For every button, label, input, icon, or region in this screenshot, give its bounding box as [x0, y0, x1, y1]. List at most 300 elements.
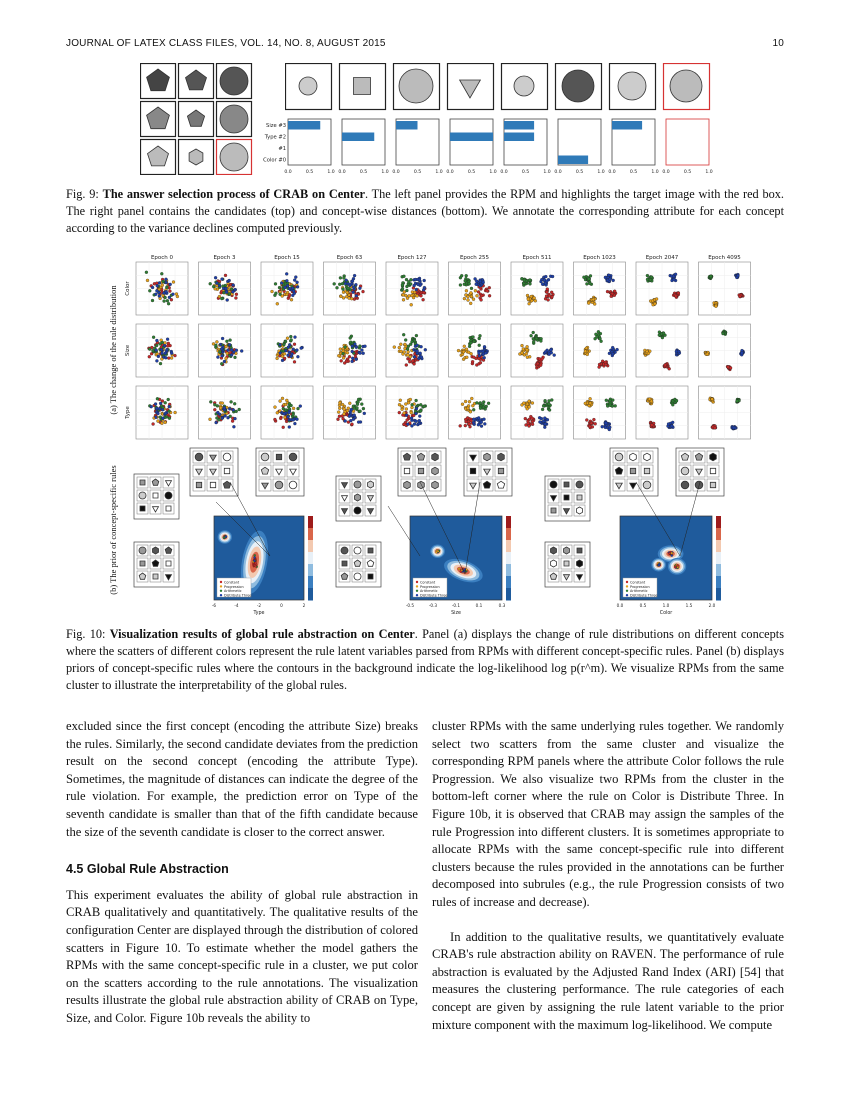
scatter-point — [220, 347, 223, 350]
scatter-point — [164, 412, 167, 415]
scatter-point — [338, 401, 341, 404]
scatter-point — [670, 425, 673, 428]
scatter-point — [409, 398, 412, 401]
scatter-point — [401, 283, 404, 286]
scatter-point — [158, 407, 161, 410]
scatter-point — [276, 302, 279, 305]
scatter-point — [483, 356, 486, 359]
scatter-point — [358, 287, 361, 290]
epoch-label: Epoch 0 — [150, 255, 174, 261]
left-paragraph-1: excluded since the first concept (encoding the attribute Size) breaks the rules. Similarly, the second candidate deviates from the prediction result on the second concept (encoding the attribute Type). Sometimes, the magnitude of distances can indicate the degree of the rule violation. For example, the prediction error on Type of the seventh candidate is smaller than that of the fifth candidate because the size of the seventh candidate is closer to the correct answer. — [66, 719, 418, 839]
scatter-point — [463, 345, 466, 348]
scatter-point — [460, 274, 463, 277]
scatter-point — [611, 352, 614, 355]
thumbnail-shape — [470, 468, 475, 473]
candidate-shape — [299, 77, 317, 95]
scatter-point — [587, 302, 590, 305]
scatter-point — [297, 407, 300, 410]
scatter-point — [740, 351, 743, 354]
scatter-point — [476, 294, 479, 297]
scatter-point — [521, 344, 524, 347]
scatter-point — [296, 281, 299, 284]
fig10b-label: (b) The prior of concept-specific rules — [108, 465, 118, 595]
thumbnail-shape — [153, 493, 158, 498]
scatter-point — [164, 352, 167, 355]
scatter-point — [168, 405, 171, 408]
scatter-point — [279, 400, 282, 403]
scatter-point — [649, 278, 652, 281]
scatter-point — [148, 355, 151, 358]
scatter-point — [408, 360, 411, 363]
scatter-point — [483, 418, 486, 421]
thumbnail-shape — [140, 480, 145, 485]
distance-plot-frame — [342, 119, 385, 165]
scatter-point — [536, 362, 539, 365]
legend-entry: Progression — [420, 584, 440, 589]
epoch-label: Epoch 255 — [459, 255, 490, 261]
scatter-point — [422, 298, 425, 301]
scatter-point — [170, 352, 173, 355]
legend-marker — [220, 585, 222, 587]
scatter-point — [604, 276, 607, 279]
scatter-point — [420, 356, 423, 359]
scatter-point — [475, 401, 478, 404]
scatter-point — [216, 356, 219, 359]
scatter-point — [343, 413, 346, 416]
candidate-shape — [399, 69, 433, 103]
thumbnail-shape — [165, 492, 172, 499]
thumbnail-shape — [355, 494, 361, 501]
scatter-point — [480, 425, 483, 428]
thumbnail-shape — [368, 548, 373, 553]
scatter-point — [287, 411, 290, 414]
right-paragraph-2: In addition to the qualitative results, we quantitatively evaluate CRAB's rule abstraction ability on RAVEN. The performance of rule abstraction is evaluated by the Adjusted Rand Index (ARI) [54] that measures the clustering performance. The rule categories of each concept are given by assigning the rule latent variable to the prior mixture component with the maximum log-likelihood. We compute — [432, 929, 784, 1032]
scatter-point — [287, 346, 290, 349]
distance-bar — [504, 121, 534, 130]
legend-entry: Distribute Three — [630, 593, 658, 598]
scatter-point — [475, 283, 478, 286]
scatter-point — [547, 403, 550, 406]
scatter-point — [393, 346, 396, 349]
scatter-point — [582, 276, 585, 279]
scatter-point — [479, 280, 482, 283]
scatter-point — [279, 417, 282, 420]
scatter-point — [416, 350, 419, 353]
scatter-point — [174, 354, 177, 357]
legend-marker — [626, 594, 628, 596]
prior-point — [458, 568, 460, 570]
scatter-point — [342, 356, 345, 359]
scatter-point — [348, 297, 351, 300]
scatter-point — [215, 417, 218, 420]
thumbnail-shape — [551, 547, 557, 554]
scatter-point — [278, 286, 281, 289]
scatter-point — [164, 341, 167, 344]
rpm-shape — [220, 143, 248, 171]
scatter-point — [209, 282, 212, 285]
scatter-point — [478, 344, 481, 347]
scatter-point — [291, 294, 294, 297]
scatter-point — [472, 298, 475, 301]
scatter-point — [594, 333, 597, 336]
scatter-point — [284, 409, 287, 412]
colorbar-segment — [506, 540, 511, 553]
scatter-point — [586, 353, 589, 356]
epoch-label: Epoch 1023 — [583, 255, 616, 261]
scatter-point — [160, 422, 163, 425]
contour-tick: 0 — [280, 603, 283, 608]
scatter-point — [349, 284, 352, 287]
page-number: 10 — [772, 38, 784, 49]
scatter-point — [413, 284, 416, 287]
scatter-point — [405, 408, 408, 411]
thumbnail-shape — [404, 468, 409, 473]
scatter-point — [216, 404, 219, 407]
prior-point — [671, 555, 673, 557]
scatter-point — [477, 357, 480, 360]
scatter-point — [553, 354, 556, 357]
scatter-point — [539, 364, 542, 367]
scatter-point — [360, 349, 363, 352]
scatter-point — [359, 410, 362, 413]
scatter-point — [420, 294, 423, 297]
scatter-point — [348, 415, 351, 418]
scatter-point — [474, 289, 477, 292]
scatter-point — [226, 299, 229, 302]
scatter-point — [415, 399, 418, 402]
scatter-point — [338, 283, 341, 286]
scatter-point — [155, 349, 158, 352]
scatter-point — [232, 408, 235, 411]
contour-tick: 0.5 — [639, 603, 647, 608]
scatter-point — [402, 275, 405, 278]
legend-marker — [220, 581, 222, 583]
scatter-point — [411, 291, 414, 294]
scatter-point — [528, 279, 531, 282]
candidate-shape — [670, 70, 702, 102]
scatter-point — [343, 408, 346, 411]
scatter-point — [419, 352, 422, 355]
contour-tick: 2 — [302, 603, 306, 608]
thumbnail-shape — [432, 467, 439, 475]
left-column — [66, 718, 418, 1028]
scatter-point — [279, 343, 282, 346]
scatter-point — [215, 421, 218, 424]
prior-point — [658, 564, 660, 566]
fig9-rpm-panel — [140, 63, 255, 175]
scatter-point — [736, 274, 739, 277]
scatter-point — [339, 295, 342, 298]
scatter-point — [231, 420, 234, 423]
scatter-point — [398, 346, 401, 349]
thumbnail-shape — [341, 547, 348, 554]
scatter-point — [215, 282, 218, 285]
thumbnail-shape — [551, 508, 556, 513]
scatter-point — [356, 406, 359, 409]
distance-bar — [288, 121, 320, 130]
scatter-point — [469, 410, 472, 413]
scatter-point — [168, 417, 171, 420]
scatter-point — [551, 275, 554, 278]
scatter-point — [592, 298, 595, 301]
scatter-point — [461, 403, 464, 406]
scatter-point — [221, 402, 224, 405]
thumbnail-shape — [644, 453, 651, 461]
scatter-point — [472, 336, 475, 339]
colorbar-segment — [308, 564, 313, 577]
thumbnail-shape — [681, 481, 689, 489]
distance-label: Type #2 — [264, 134, 286, 141]
legend-marker — [416, 581, 418, 583]
prior-point — [676, 564, 678, 566]
thumbnail-shape — [166, 506, 171, 511]
scatter-point — [405, 364, 408, 367]
scatter-point — [292, 348, 295, 351]
scatter-point — [468, 282, 471, 285]
scatter-point — [538, 421, 541, 424]
scatter-point — [158, 295, 161, 298]
thumbnail-shape — [354, 547, 361, 554]
scatter-point — [613, 290, 616, 293]
scatter-point — [523, 279, 526, 282]
scatter-point — [231, 290, 234, 293]
scatter-point — [590, 422, 593, 425]
scatter-point — [224, 274, 227, 277]
scatter-point — [423, 279, 426, 282]
scatter-point — [156, 284, 159, 287]
thumbnail-shape — [418, 468, 423, 473]
prior-point — [668, 552, 670, 554]
scatter-point — [209, 418, 212, 421]
legend-entry: Arithmetic — [224, 589, 242, 594]
thumbnail-shape — [224, 468, 229, 473]
scatter-point — [349, 419, 352, 422]
scatter-point — [529, 282, 532, 285]
scatter-point — [333, 282, 336, 285]
scatter-point — [351, 350, 354, 353]
colorbar-segment — [506, 528, 511, 541]
scatter-point — [526, 345, 529, 348]
scatter-point — [544, 297, 547, 300]
scatter-point — [230, 400, 233, 403]
thumbnail-shape — [564, 495, 569, 500]
scatter-point — [340, 359, 343, 362]
scatter-point — [213, 408, 216, 411]
scatter-point — [172, 293, 175, 296]
scatter-point — [362, 290, 365, 293]
scatter-point — [359, 352, 362, 355]
contour-tick: -2 — [256, 603, 262, 608]
scatter-point — [221, 417, 224, 420]
contour-tick: 1.5 — [685, 603, 693, 608]
scatter-point — [418, 415, 421, 418]
scatter-point — [281, 359, 284, 362]
scatter-point — [218, 284, 221, 287]
scatter-point — [353, 407, 356, 410]
scatter-point — [357, 398, 360, 401]
scatter-point — [172, 281, 175, 284]
scatter-point — [467, 351, 470, 354]
scatter-point — [225, 291, 228, 294]
scatter-point — [544, 350, 547, 353]
scatter-point — [403, 412, 406, 415]
scatter-point — [229, 339, 232, 342]
scatter-point — [225, 287, 228, 290]
scatter-point — [550, 291, 553, 294]
colorbar-segment — [308, 576, 313, 589]
scatter-point — [227, 349, 230, 352]
scatter-point — [284, 286, 287, 289]
epoch-label: Epoch 4095 — [708, 255, 741, 261]
thumbnail-shape — [139, 547, 146, 554]
scatter-point — [532, 340, 535, 343]
scatter-point — [646, 278, 649, 281]
scatter-point — [290, 339, 293, 342]
prior-point — [254, 554, 256, 556]
scatter-point — [296, 355, 299, 358]
scatter-point — [480, 294, 483, 297]
scatter-point — [167, 357, 170, 360]
distance-tick: 1.0 — [705, 170, 713, 173]
scatter-point — [225, 357, 228, 360]
scatter-point — [545, 280, 548, 283]
distance-bar — [504, 133, 534, 142]
scatter-point — [276, 411, 279, 414]
scatter-point — [228, 407, 231, 410]
scatter-point — [402, 333, 405, 336]
scatter-point — [422, 291, 425, 294]
scatter-point — [539, 340, 542, 343]
scatter-point — [468, 400, 471, 403]
scatter-point — [404, 403, 407, 406]
distance-tick: 0.0 — [554, 170, 562, 173]
scatter-point — [548, 409, 551, 412]
scatter-point — [159, 402, 162, 405]
scatter-point — [337, 354, 340, 357]
scatter-point — [164, 401, 167, 404]
scatter-point — [166, 338, 169, 341]
scatter-point — [416, 344, 419, 347]
scatter-point — [486, 289, 489, 292]
scatter-point — [285, 279, 288, 282]
scatter-point — [664, 363, 667, 366]
colorbar-segment — [506, 564, 511, 577]
scatter-point — [161, 352, 164, 355]
scatter-point — [221, 337, 224, 340]
scatter-point — [398, 411, 401, 414]
scatter-point — [290, 298, 293, 301]
epoch-label: Epoch 3 — [213, 255, 236, 261]
scatter-point — [478, 354, 481, 357]
scatter-point — [464, 418, 467, 421]
scatter-point — [604, 426, 607, 429]
scatter-point — [157, 412, 160, 415]
thumbnail-shape — [484, 453, 491, 461]
scatter-point — [464, 424, 467, 427]
scatter-point — [296, 418, 299, 421]
scatter-point — [159, 362, 162, 365]
scatter-point — [467, 299, 470, 302]
scatter-point — [148, 348, 151, 351]
scatter-point — [472, 408, 475, 411]
scatter-point — [528, 302, 531, 305]
scatter-point — [161, 408, 164, 411]
scatter-point — [342, 277, 345, 280]
scatter-point — [410, 424, 413, 427]
scatter-point — [155, 407, 158, 410]
scatter-point — [419, 403, 422, 406]
colorbar-segment — [716, 516, 721, 529]
scatter-point — [672, 278, 675, 281]
scatter-point — [164, 356, 167, 359]
distance-plot-frame — [450, 119, 493, 165]
scatter-point — [469, 302, 472, 305]
scatter-point — [487, 402, 490, 405]
scatter-point — [477, 352, 480, 355]
scatter-point — [480, 421, 483, 424]
scatter-point — [271, 290, 274, 293]
thumbnail-shape — [153, 574, 158, 579]
scatter-point — [674, 295, 677, 298]
colorbar-segment — [716, 528, 721, 541]
scatter-point — [410, 294, 413, 297]
scatter-point — [423, 405, 426, 408]
scatter-point — [409, 343, 412, 346]
scatter-point — [470, 397, 473, 400]
distance-tick: 0.0 — [662, 170, 670, 173]
scatter-point — [293, 422, 296, 425]
thumbnail-shape — [630, 468, 635, 473]
scatter-point — [285, 272, 288, 275]
scatter-point — [420, 345, 423, 348]
colorbar-segment — [308, 540, 313, 553]
prior-point — [671, 552, 673, 554]
distance-tick: 0.0 — [500, 170, 508, 173]
scatter-point — [273, 418, 276, 421]
scatter-point — [588, 425, 591, 428]
prior-point — [223, 537, 225, 539]
scatter-point — [411, 403, 414, 406]
scatter-point — [165, 281, 168, 284]
scatter-point — [400, 405, 403, 408]
distance-tick: 1.0 — [543, 170, 551, 173]
contour-tick: 2.0 — [708, 603, 716, 608]
scatter-point — [342, 296, 345, 299]
scatter-point — [288, 351, 291, 354]
thumbnail-shape — [577, 495, 582, 500]
scatter-point — [152, 336, 155, 339]
distance-tick: 0.0 — [284, 170, 292, 173]
row-label: Size — [125, 344, 131, 357]
running-header: JOURNAL OF LATEX CLASS FILES, VOL. 14, NO. 8, AUGUST 2015 — [66, 38, 386, 49]
fig9-candidates — [285, 63, 715, 113]
scatter-point — [405, 285, 408, 288]
scatter-point — [402, 298, 405, 301]
scatter-point — [402, 293, 405, 296]
scatter-point — [407, 350, 410, 353]
scatter-point — [411, 359, 414, 362]
scatter-point — [294, 276, 297, 279]
scatter-point — [406, 419, 409, 422]
scatter-point — [155, 416, 158, 419]
scatter-point — [469, 291, 472, 294]
distance-label: Size #3 — [266, 123, 286, 129]
scatter-point — [293, 279, 296, 282]
scatter-point — [348, 402, 351, 405]
scatter-point — [662, 332, 665, 335]
scatter-point — [353, 343, 356, 346]
scatter-point — [234, 297, 237, 300]
